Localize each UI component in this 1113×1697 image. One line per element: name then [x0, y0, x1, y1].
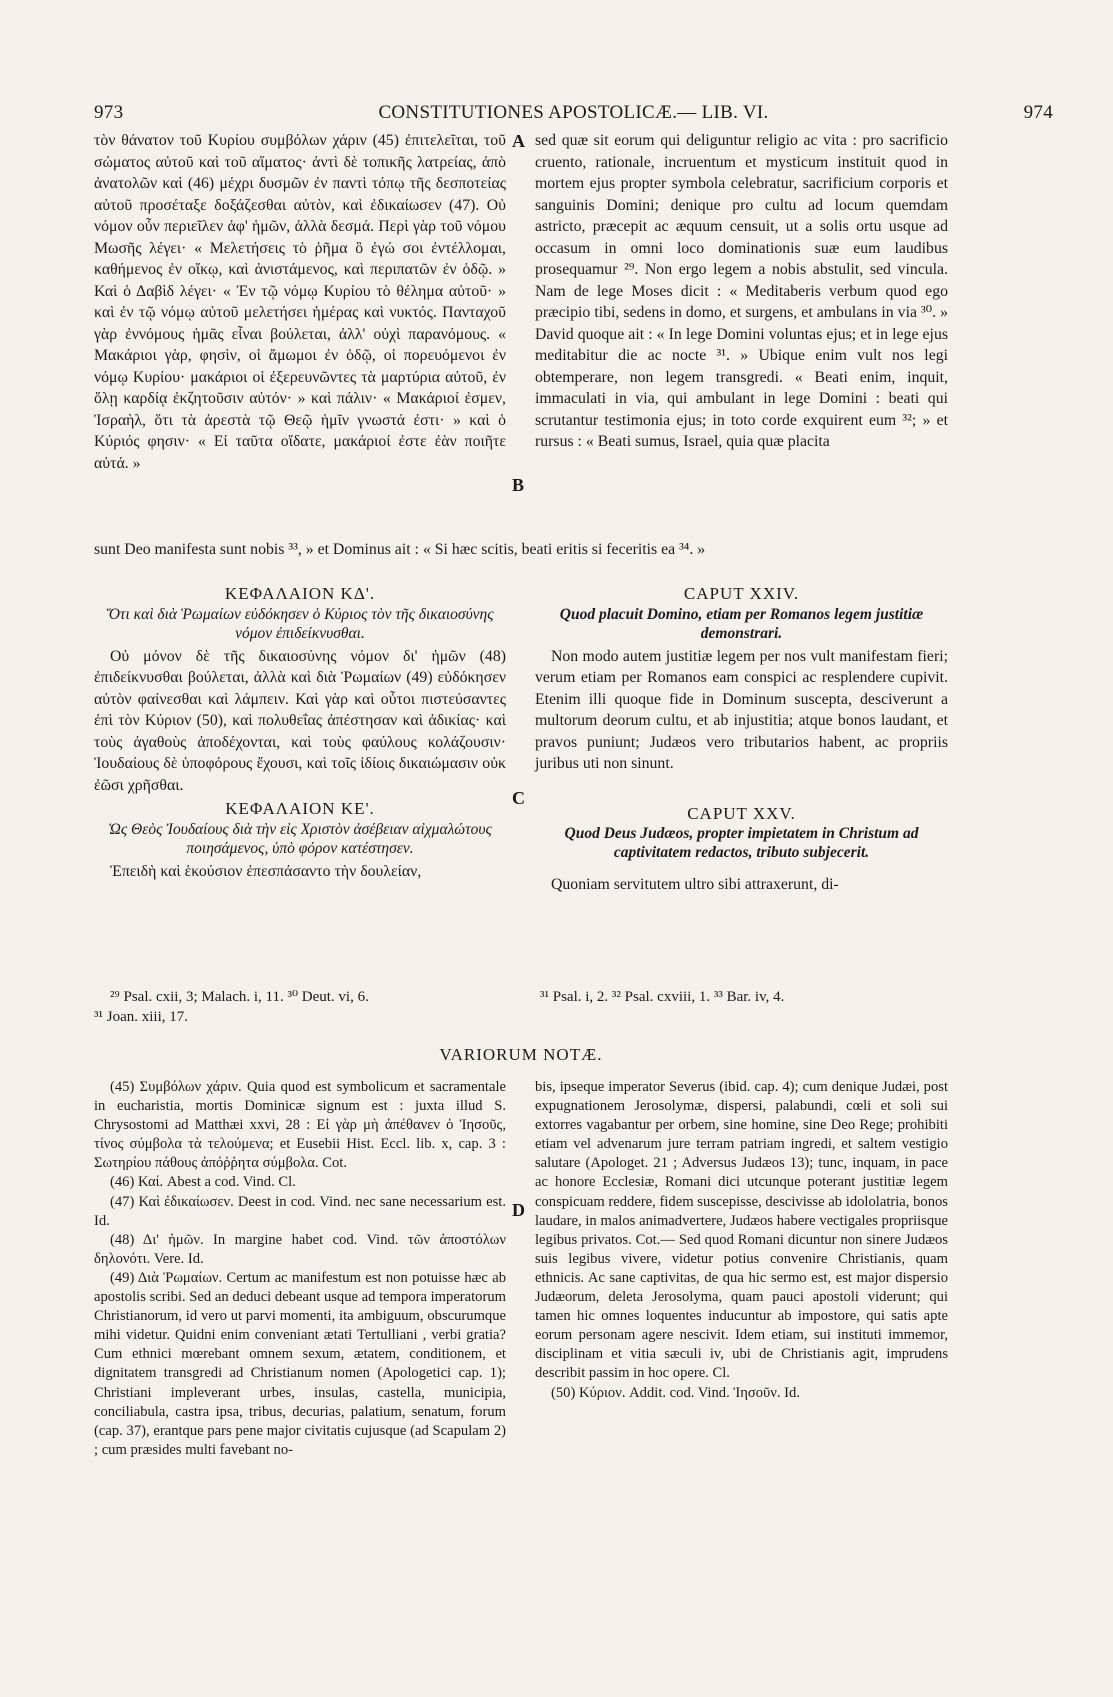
- latin-heading-24: CAPUT XXIV.: [683, 584, 800, 603]
- notes-title: VARIORUM NOTÆ.: [439, 1045, 603, 1064]
- page-header: [94, 102, 1053, 128]
- note-46: (46) Καί. Abest a cod. Vind. Cl.: [110, 1174, 296, 1191]
- note-47: (47) Καὶ ἐδικαίωσεν. Deest in cod. Vind. nec sane necessarium est. Id.: [94, 1193, 506, 1229]
- margin-marker-c: C: [512, 788, 525, 808]
- margin-marker-b: B: [512, 475, 525, 495]
- latin-subtitle-25: Quod Deus Judæos, propter impietatem in Christum ad captivitatem redactos, tributo subjecerit.: [564, 825, 919, 861]
- greek-subtitle-25: Ὡς Θεὸς Ἰουδαίους διὰ τὴν εἰς Χριστὸν ἀσέβειαν αἰχμαλώτους ποιησάμενος, ὑπὸ φόρον κατέστησεν.: [108, 820, 492, 857]
- page-number-right: 974: [1023, 102, 1053, 123]
- margin-marker-a: A: [512, 131, 525, 151]
- greek-text-top: τὸν θάνατον τοῦ Κυρίου συμβόλων χάριν (45) ἐπιτελεῖται, τοῦ σώματος αὐτοῦ καὶ τοῦ αἵματος· ἀντὶ δὲ τοπικῆς λατρείας, ἀπὸ ἀνατολῶν καὶ (46) μέχρι δυσμῶν ἐν παντὶ τόπῳ τῆς δεσποτείας αὐτοῦ προσέταξε δοξάζεσθαι αὐτὸν, καὶ ἐδικαίωσεν (47). Οὐ νόμον οὖν περιεῖλεν ἀφ' ἡμῶν, ἀλλὰ δεσμά. Περὶ γὰρ τοῦ νόμου Μωσῆς λέγει· « Μελετήσεις τὸ ῥῆμα ὃ ἐγώ σοι ἐντέλλομαι, καθήμενος ἐν οἴκῳ, καὶ ἀνιστάμενος, καὶ περιπατῶν ἐν ὁδῷ. » Καὶ ὁ Δαβὶδ λέγει· « Ἐν τῷ νόμῳ Κυρίου τὸ θέλημα αὐτοῦ· » καὶ ἐν τῷ νόμῳ αὐτοῦ μελετήσει ἡμέρας καὶ νυκτός. Πανταχοῦ γὰρ ἐννόμους ἡμᾶς εἶναι βούλεται, ἀλλ' οὐχὶ παρανόμους. « Μακάριοι γὰρ, φησὶν, οἱ ἄμωμοι ἐν ὁδῷ, οἱ πορευόμενοι ἐν νόμῳ Κυρίου· μακάριοι οἱ ἐξερευνῶντες τὰ μαρτύρια αὐτοῦ, ἐν ὅλῃ καρδίᾳ ἐκζητοῦσιν αὐτόν· » καὶ πάλιν· « Μακάριοί ἐσμεν, Ἰσραὴλ, ὅτι τὰ ἀρεστὰ τῷ Θεῷ ἡμῖν γνωστά ἐστι· » καὶ ὁ Κύριός φησιν· « Εἰ ταῦτα οἴδατε, μακάριοί ἐστε ἐὰν ποιῆτε αὐτά. »: [94, 132, 506, 472]
- note-49: (49) Διὰ Ῥωμαίων. Certum ac manifestum est non potuisse hæc ab apostolis scribi. Sed an deduci debeant usque ad tempora imperatorum Christianorum, id vero ut parvi momenti, ita ambiguum, obscurumque mihi videtur. Quidni enim conveniant ætati Tertulliani , verbi gratia? Cum ethnici mœrebant omnem sexum, ætatem, conditionem, et dignitatem transgredi ad Christianum nomen (Apologetici cap. 1); Christiani impleverant urbes, insulas, castella, municipia, conciliabula, castra ipsa, tribus, decurias, palatium, senatum, forum (cap. 37), erantque pars pene major civitatis cujusque (ad Scapulam 2) ; cum præsides multi favebant no-: [94, 1269, 506, 1458]
- latin-text-25: Quoniam servitutem ultro sibi attraxerunt, di-: [551, 876, 839, 893]
- footnote-left-1: ²⁹ Psal. cxii, 3; Malach. i, 11. ³⁰ Deut. vi, 6.: [110, 989, 369, 1005]
- greek-heading-25: ΚΕΦΑΛΑΙΟΝ ΚΕ'.: [225, 799, 375, 818]
- latin-heading-25: CAPUT XXV.: [687, 803, 796, 823]
- latin-subtitle-24: Quod placuit Domino, etiam per Romanos legem justitiæ demonstrari.: [559, 605, 924, 642]
- notes-column-left: [94, 1078, 506, 1460]
- greek-column-top: [94, 130, 506, 474]
- greek-heading-24: ΚΕΦΑΛΑΙΟΝ ΚΔ'.: [224, 584, 376, 603]
- page-number-left: 973: [94, 102, 124, 123]
- greek-column-chapters: [94, 583, 506, 882]
- latin-column-chapters: [535, 583, 948, 896]
- margin-marker-d: D: [512, 1200, 525, 1220]
- notes-column-right: [535, 1078, 948, 1403]
- greek-subtitle-24: Ὅτι καὶ διὰ Ῥωμαίων εὐδόκησεν ὁ Κύριος τὸν τῆς δικαιοσύνης νόμον ἐπιδείκνυσθαι.: [106, 605, 494, 642]
- footnote-left-2: ³¹ Joan. xiii, 17.: [94, 1009, 188, 1025]
- latin-column-top: [535, 130, 948, 453]
- running-title: CONSTITUTIONES APOSTOLICÆ.— LIB. VI.: [378, 102, 769, 123]
- footnote-right-1: ³¹ Psal. i, 2. ³² Psal. cxviii, 1. ³³ Bar. iv, 4.: [540, 989, 785, 1005]
- latin-text-24: Non modo autem justitiæ legem per nos vult manifestam fieri; verum etiam per Romanos eam conspici ac resplendere cupivit. Etenim illi quoque fide in Dominum suscepta, desciverunt a multorum deorum cultu, et ab injustitia; atque bonos laudant, et pravos puniunt; Judæos vero tributarios habent, ac propriis juribus uti non sinunt.: [535, 647, 948, 772]
- full-width-line: sunt Deo manifesta sunt nobis ³³, » et Dominus ait : « Si hæc scitis, beati eritis si feceritis ea ³⁴. »: [94, 541, 706, 558]
- note-49-continued: bis, ipseque imperator Severus (ibid. cap. 4); cum denique Judæi, post expugnationem Jerosolymæ, dispersi, palabundi, cœli et soli sui extorres vagabantur per orbem, sine homine, sine Deo Rege; prohibiti etiam vel advenarum jure terram patriam ingredi, et saltem vestigio salutare (Apologet. 21 ; Adversus Judæos 13); tunc, inquam, in pace ac honore Ecclesiæ, Romani dici utcunque poterant justitiæ legem conspicuam reddere, fidem suscepisse, descivisse ab idololatria, bonos laudare, in malos animadvertere, Judæos habere vectigales propriisque legibus privatos. Cot.— Sed quod Romani dicuntur non sinere Judæos suis legibus vivere, videtur potius convenire Christianis, quam ethnicis. Ac sane captivitas, de qua hic sermo est, est major dispersio Judæorum, deleta Jerosolyma, quam pauci apostoli viderunt; qui tamen hic omnes loquentes inducuntur ab impostore, qui satis apte eorum personam agere nescivit. Idem etiam, sui instituti immemor, disciplinam et vitia sæculi iv, ubi de Christianis agit, imprudens describit passim in hoc opere. Cl.: [535, 1079, 948, 1382]
- note-48: (48) Δι' ἡμῶν. In margine habet cod. Vind. τῶν ἀποστόλων δηλονότι. Vere. Id.: [94, 1231, 506, 1267]
- note-50: (50) Κύριον. Addit. cod. Vind. Ἰησοῦν. Id.: [551, 1384, 800, 1401]
- latin-text-top: sed quæ sit eorum qui deliguntur religio ac vita : pro sacrificio cruento, rationale, incruentum et mysticum instituit quod in mortem ejus propter symbola celebratur, sacrificium corporis et sanguinis Domini; denique pro cultu ad locum quemdam astricto, præcepit ac æquum censuit, ut a solis ortu usque ad occasum in omni loco dominationis suæ eum laudibus prosequamur ²⁹. Non ergo legem a nobis abstulit, sed vincula. Nam de lege Moses dicit : « Meditaberis verbum quod ego præcipio tibi, sedens in domo, et surgens, et ambulans in via ³⁰. » David quoque ait : « In lege Domini voluntas ejus; et in lege ejus meditabitur die ac nocte ³¹. » Ubique enim vult nos legi obtemperare, non legem transgredi. « Beati enim, inquit, immaculati in via, qui ambulant in lege Domini : beati qui scrutantur testimonia ejus; in toto corde exquirent eum ³²; » et rursus : « Beati sumus, Israel, quia quæ placita: [535, 132, 948, 450]
- greek-text-25: Ἐπειδὴ καὶ ἑκούσιον ἐπεσπάσαντο τὴν δουλείαν,: [110, 862, 422, 880]
- note-45: (45) Συμβόλων χάριν. Quia quod est symbolicum et sacramentale in eucharistia, mortis Dominicæ signum est : juxta illud S. Chrysostomi ad Matthæi xxvi, 28 : Εἰ γὰρ μὴ ἀπέθανεν ὁ Ἰησοῦς, τίνος σύμβολα τὰ τελούμενα; et Eusebii Hist. Eccl. lib. x, cap. 3 : Σωτηρίου πάθους ἀπόῤῥητα σύμβολα. Cot.: [94, 1079, 506, 1172]
- greek-text-24: Οὐ μόνον δὲ τῆς δικαιοσύνης νόμον δι' ἡμῶν (48) ἐπιδείκνυσθαι βούλεται, ἀλλὰ καὶ διὰ Ῥωμαίων (49) εὐδόκησεν αὐτὸν φαίνεσθαι καὶ λάμπειν. Καὶ γὰρ καὶ οὗτοι πιστεύσαντες ἐπὶ τὸν Κύριον (50), καὶ πολυθεΐας ἀπέστησαν καὶ ἀδικίας· καὶ τοὺς ἀγαθοὺς ἀποδέχονται, καὶ τοὺς φαύλους κολάζουσιν· Ἰουδαίους δὲ ὑποφόρους ἔχουσι, καὶ τοῖς ἰδίοις δικαιώμασιν οὐκ ἐῶσι χρῆσθαι.: [94, 647, 506, 794]
